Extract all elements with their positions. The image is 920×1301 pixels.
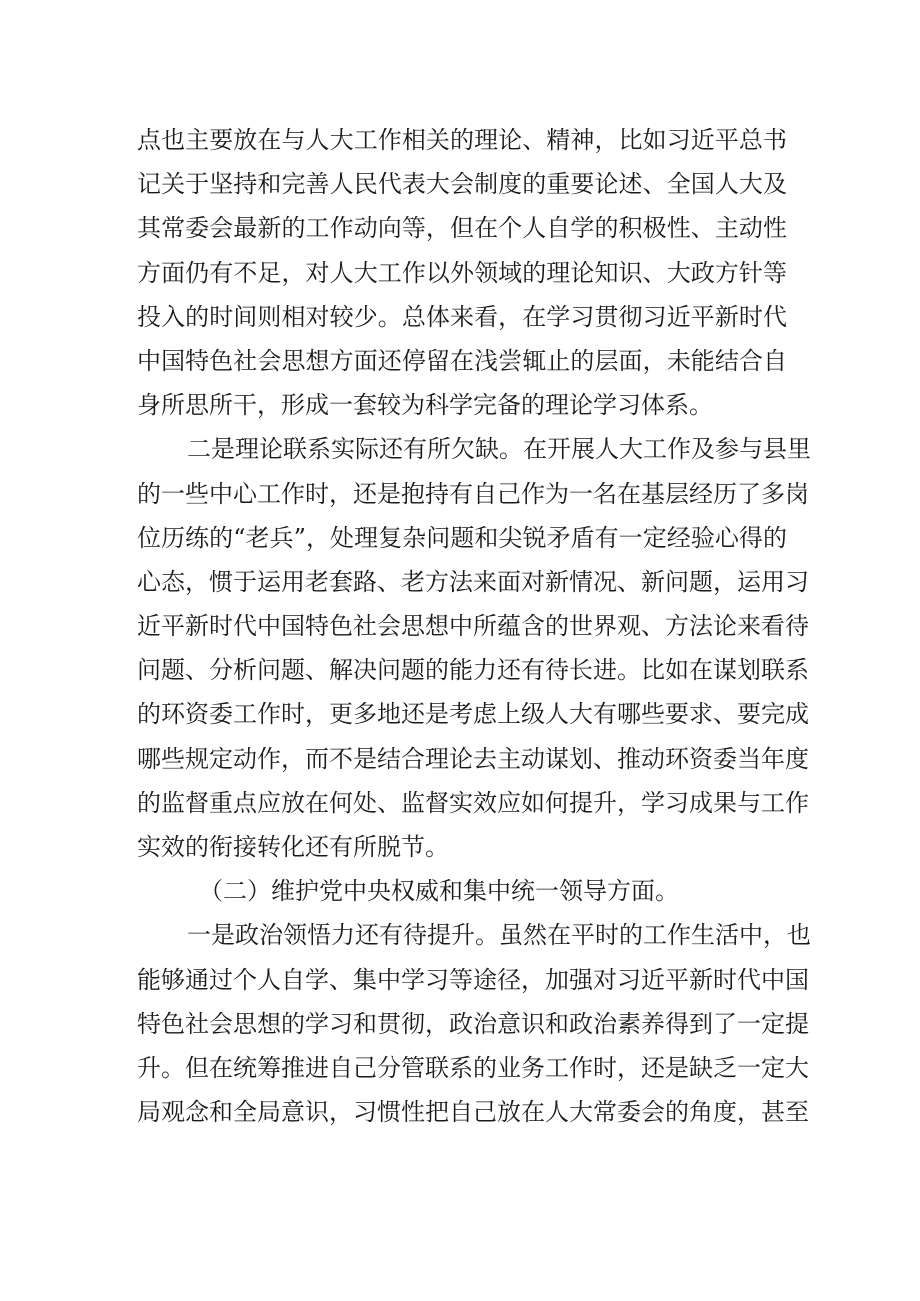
body-line: 方面仍有不足，对人大工作以外领域的理论知识、大政方针等: [137, 258, 787, 287]
body-line: 特色社会思想的学习和贯彻，政治意识和政治素养得到了一定提: [137, 1009, 809, 1038]
document-body: [137, 118, 811, 1134]
body-line: 的环资委工作时，更多地还是考虑上级人大有哪些要求、要完成: [137, 700, 809, 729]
body-line: 实效的衔接转化还有所脱节。: [137, 833, 449, 861]
body-line: 升。但在统筹推进自己分管联系的业务工作时，还是缺乏一定大: [137, 1053, 809, 1082]
body-line: 哪些规定动作，而不是结合理论去主动谋划、推动环资委当年度: [137, 744, 809, 773]
body-line: 位历练的“老兵”，处理复杂问题和尖锐矛盾有一定经验心得的: [137, 523, 787, 552]
body-line: 身所思所干，形成一套较为科学完备的理论学习体系。: [137, 391, 713, 420]
body-line: 点也主要放在与人大工作相关的理论、精神，比如习近平总书: [137, 126, 787, 154]
body-line: 记关于坚持和完善人民代表大会制度的重要论述、全国人大及: [137, 170, 787, 199]
body-line: 局观念和全局意识，习惯性把自己放在人大常委会的角度，甚至: [137, 1098, 809, 1127]
body-line: 问题、分析问题、解决问题的能力还有待长进。比如在谋划联系: [137, 656, 809, 685]
paragraph-start-line: 一是政治领悟力还有待提升。虽然在平时的工作生活中，也: [187, 921, 811, 950]
paragraph-start-line: 二是理论联系实际还有所欠缺。在开展人大工作及参与县里: [187, 435, 811, 464]
body-line: 中国特色社会思想方面还停留在浅尝辄止的层面，未能结合自: [137, 346, 787, 375]
body-line: 投入的时间则相对较少。总体来看，在学习贯彻习近平新时代: [137, 302, 787, 331]
section-heading: （二）维护党中央权威和集中统一领导方面。: [199, 877, 679, 906]
body-line: 的一些中心工作时，还是抱持有自己作为一名在基层经历了多岗: [137, 479, 809, 508]
body-line: 心态，惯于运用老套路、老方法来面对新情况、新问题，运用习: [137, 567, 809, 596]
body-line: 近平新时代中国特色社会思想中所蕴含的世界观、方法论来看待: [137, 612, 809, 641]
body-line: 其常委会最新的工作动向等，但在个人自学的积极性、主动性: [137, 214, 787, 243]
body-line: 能够通过个人自学、集中学习等途径，加强对习近平新时代中国: [137, 965, 809, 994]
body-line: 的监督重点应放在何处、监督实效应如何提升，学习成果与工作: [137, 788, 809, 817]
